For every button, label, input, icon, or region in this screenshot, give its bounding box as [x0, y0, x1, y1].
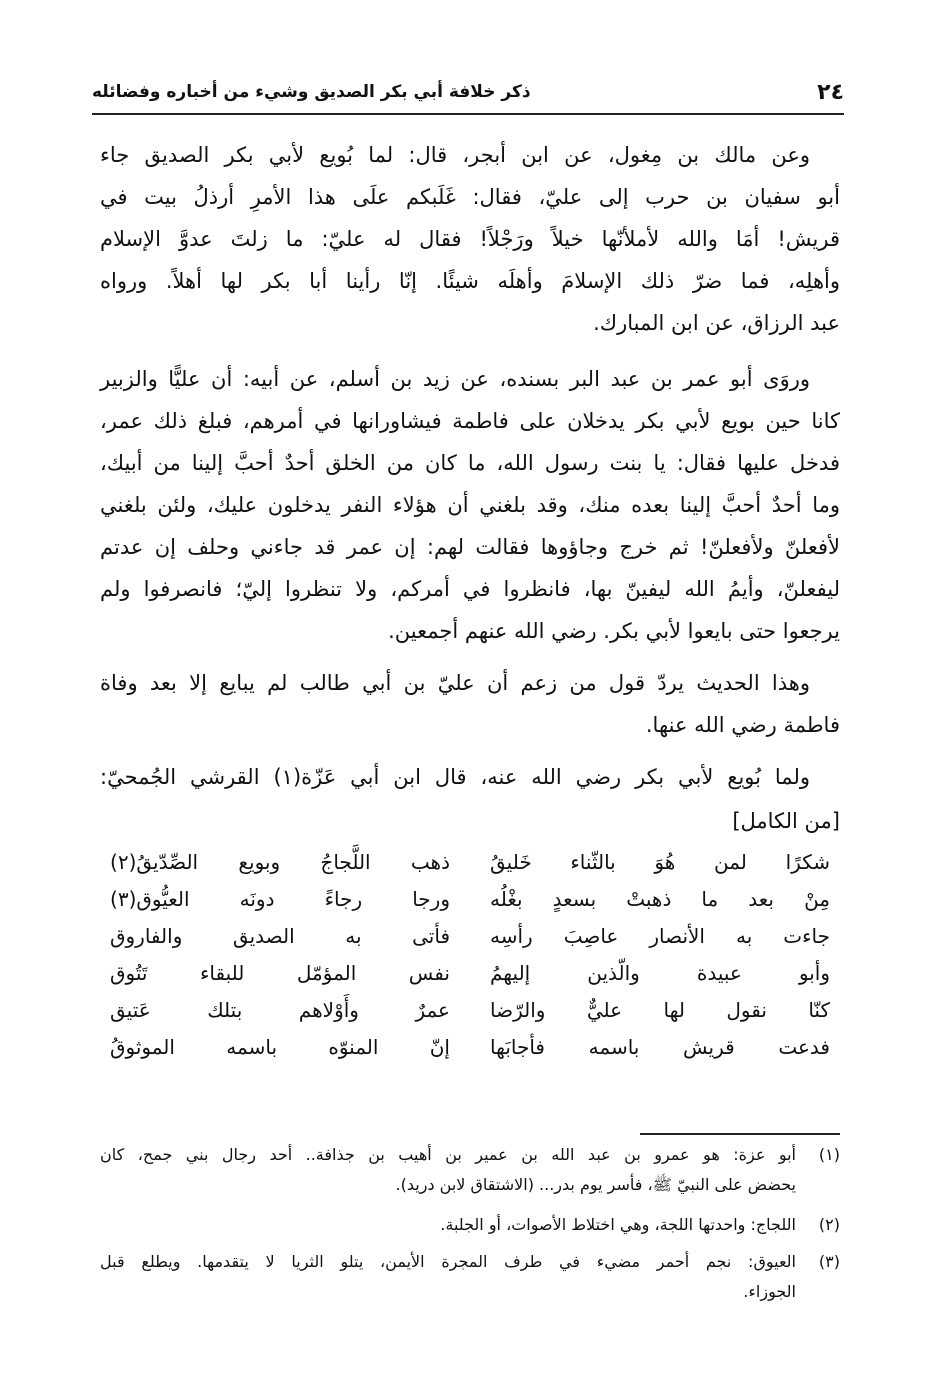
- text-line: ولما بُويع لأبي بكر رضي الله عنه، قال ابن أبي عَزّة(١) القرشي الجُمحيّ:: [100, 765, 810, 789]
- hemistich-first: شكرًا لمن هُوَ بالثّناء خَليقُ: [490, 850, 830, 874]
- hemistich-second: فأتى به الصديق والفاروق: [110, 924, 450, 948]
- text-line: فاطمة رضي الله عنها.: [645, 713, 840, 737]
- text-line: يرجعوا حتى بايعوا لأبي بكر. رضي الله عنهم أجمعين.: [388, 619, 840, 643]
- footnote-number: (٣): [818, 1252, 840, 1271]
- hemistich-second: ذهب اللَّجاجُ وبويع الصِّدّيقُ(٢): [110, 850, 450, 874]
- text-line: لأفعلنّ ولأفعلنّ! ثم خرج وجاؤوها فقالت لهم: إن عمر قد جاءني وحلف إن عدتم: [100, 535, 840, 559]
- meter-label: [من الكامل]: [732, 809, 840, 833]
- hemistich-second: إنّ المنوّه باسمه الموثوقُ: [110, 1035, 450, 1059]
- text-line: كانا حين بويع لأبي بكر يدخلان على فاطمة فيشاورانها في أمرهم، فبلغ ذلك عمر،: [100, 409, 840, 433]
- hemistich-second: نفس المؤمّل للبقاء تَتُوق: [110, 961, 450, 985]
- footnote-rule: [640, 1133, 840, 1135]
- text-line: أبو سفيان بن حرب إلى عليّ، فقال: غَلَبكم علَى هذا الأمرِ أرذلُ بيت في: [100, 185, 840, 209]
- poem-verse: [110, 956, 830, 993]
- hemistich-first: كنّا نقول لها عليٌّ والرّضا: [490, 998, 830, 1022]
- hemistich-first: جاءت به الأنصار عاصِبَ رأسِه: [490, 924, 830, 948]
- hemistich-second: عمرٌ وأَوْلاهم بتلك عَتيق: [110, 998, 450, 1022]
- footnote-3: [100, 1247, 840, 1307]
- header-rule: [92, 113, 844, 115]
- hemistich-first: مِنْ بعد ما ذهبتْ بسعدٍ بغْلُه: [490, 887, 830, 911]
- running-header: [92, 78, 844, 112]
- poem-verse: [110, 919, 830, 956]
- footnote-number: (١): [818, 1145, 840, 1164]
- running-title: ذكر خلافة أبي بكر الصديق وشيء من أخباره وفضائله: [92, 82, 531, 102]
- text-line: وما أحدٌ أحبَّ إلينا بعده منك، وقد بلغني أن هؤلاء النفر يدخلون عليك، ولئن بلغني: [100, 493, 840, 517]
- footnote-text: اللجاج: واحدتها اللجة، وهي اختلاط الأصوات، أو الجلبة.: [440, 1215, 796, 1234]
- text-line: وروَى أبو عمر بن عبد البر بسنده، عن زيد بن أسلم، عن أبيه: أن عليًّا والزبير: [100, 367, 810, 391]
- footnote-1: [100, 1140, 840, 1200]
- poem-verse: [110, 1030, 830, 1067]
- text-line: فدخل عليها فقال: يا بنت رسول الله، ما كان من الخلق أحدٌ أحبَّ إلينا من أبيك،: [100, 451, 840, 475]
- footnote-2: [100, 1210, 840, 1240]
- poem-verse: [110, 993, 830, 1030]
- text-line: ليفعلنّ، وأيمُ الله ليفينّ بها، فانظروا في أمركم، ولا تنظروا إليّ؛ فانصرفوا ولم: [100, 577, 840, 601]
- text-line: وأهلِه، فما ضرّ ذلك الإسلامَ وأهلَه شيئًا. إنّا رأينا أبا بكر لها أهلاً. ورواه: [100, 269, 840, 293]
- footnote-text: العيوق: نجم أحمر مضيء في طرف المجرة الأيمن، يتلو الثريا لا يتقدمها. ويطلع قبل: [100, 1252, 796, 1271]
- footnote-number: (٢): [818, 1215, 840, 1234]
- text-line: وعن مالك بن مِغول، عن ابن أبجر، قال: لما بُويع لأبي بكر الصديق جاء: [100, 143, 810, 167]
- footnote-text: يحضض على النبيّ ﷺ، فأسر يوم بدر... (الاشتقاق لابن دريد).: [395, 1175, 796, 1194]
- footnote-text: الجوزاء.: [743, 1282, 796, 1301]
- poem-verse: [110, 882, 830, 919]
- text-line: قريش! أمَا والله لأملأنّها خيلاً ورَجْلاً! فقال له عليّ: ما زلتَ عدوَّ الإسلام: [100, 227, 840, 251]
- hemistich-second: ورجا رجاءً دونَه العيُّوق(٣): [110, 887, 450, 911]
- text-line: وهذا الحديث يردّ قول من زعم أن عليّ بن أبي طالب لم يبايع إلا بعد وفاة: [100, 671, 810, 695]
- footnote-text: أبو عزة: هو عمرو بن عبد الله بن عمير بن أهيب بن جذافة.. أحد رجال بني جمح، كان: [100, 1145, 796, 1164]
- poem: [110, 845, 830, 1067]
- hemistich-first: فدعت قريش باسمه فأجابَها: [490, 1035, 830, 1059]
- page-number: ٢٤: [817, 80, 844, 105]
- hemistich-first: وأبو عبيدة والّذين إليهمُ: [490, 961, 830, 985]
- text-line: عبد الرزاق، عن ابن المبارك.: [593, 311, 840, 335]
- poem-verse: [110, 845, 830, 882]
